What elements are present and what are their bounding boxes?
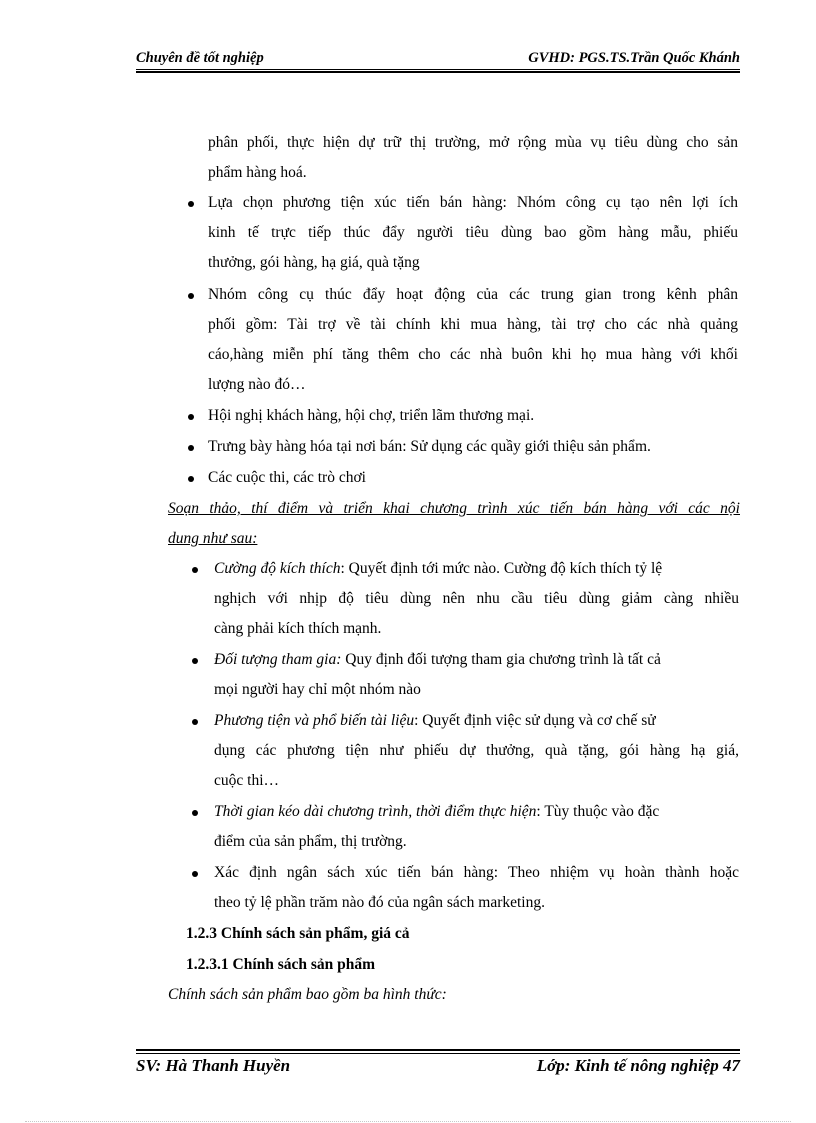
term-media: Phương tiện và phổ biến tài liệu bbox=[214, 712, 415, 729]
paragraph-line: phân phối, thực hiện dự trữ thị trường, mở rộng mùa vụ tiêu dùng cho sản bbox=[208, 134, 738, 151]
list-item-line: dụng các phương tiện như phiếu dự thưởng, quà tặng, gói hàng hạ giá, bbox=[214, 742, 739, 759]
list-item bbox=[214, 803, 659, 821]
header-topic: Chuyên đề tốt nghiệp bbox=[136, 50, 264, 66]
section-heading: Soạn thảo, thí điểm và triển khai chương trình xúc tiến bán hàng với các nội bbox=[168, 500, 740, 517]
list-item-line: lượng nào đó… bbox=[208, 376, 306, 393]
list-item-line: kinh tế trực tiếp thúc đẩy người tiêu dùng bao gồm hàng mẫu, phiếu bbox=[208, 224, 738, 241]
footer-class: Lớp: Kinh tế nông nghiệp 47 bbox=[536, 1056, 740, 1075]
paragraph-line: Chính sách sản phẩm bao gồm ba hình thức: bbox=[168, 986, 447, 1003]
subsection-title: 1.2.3 Chính sách sản phẩm, giá cả bbox=[186, 925, 410, 942]
term-intensity: Cường độ kích thích bbox=[214, 560, 341, 577]
list-item: Các cuộc thi, các trò chơi bbox=[208, 469, 366, 486]
list-item: Xác định ngân sách xúc tiến bán hàng: Theo nhiệm vụ hoàn thành hoặc bbox=[214, 864, 739, 881]
term-definition: Quy định đối tượng tham gia chương trình là tất cả bbox=[341, 651, 661, 668]
term-definition: : Quyết định tới mức nào. Cường độ kích thích tỷ lệ bbox=[340, 560, 663, 577]
bullet-icon bbox=[188, 293, 194, 299]
footer-rule-thick bbox=[136, 1049, 740, 1051]
bullet-icon bbox=[192, 567, 198, 573]
term-participants: Đối tượng tham gia: bbox=[214, 651, 342, 668]
bullet-icon bbox=[192, 810, 198, 816]
footer-student: SV: Hà Thanh Huyền bbox=[136, 1056, 291, 1075]
list-item-line: thưởng, gói hàng, hạ giá, quà tặng bbox=[208, 254, 420, 271]
footer-rule bbox=[136, 1053, 740, 1054]
bullet-icon bbox=[188, 476, 194, 482]
list-item: Nhóm công cụ thúc đẩy hoạt động của các trung gian trong kênh phân bbox=[208, 286, 738, 303]
bullet-icon bbox=[188, 414, 194, 420]
section-heading-line: dung như sau: bbox=[168, 530, 258, 547]
bullet-icon bbox=[192, 871, 198, 877]
list-item: Lựa chọn phương tiện xúc tiến bán hàng: Nhóm công cụ tạo nên lợi ích bbox=[208, 194, 738, 211]
page-footer bbox=[136, 1056, 740, 1078]
list-item-line: nghịch với nhịp độ tiêu dùng nên nhu cầu tiêu dùng giảm càng nhiều bbox=[214, 590, 739, 607]
term-definition: : Tùy thuộc vào đặc bbox=[536, 803, 660, 820]
list-item: Hội nghị khách hàng, hội chợ, triển lãm thương mại. bbox=[208, 407, 535, 424]
list-item-line: càng phải kích thích mạnh. bbox=[214, 620, 382, 637]
list-item-line: cuộc thi… bbox=[214, 772, 279, 789]
list-item-line: mọi người hay chỉ một nhóm nào bbox=[214, 681, 421, 698]
bullet-icon bbox=[192, 719, 198, 725]
list-item bbox=[214, 560, 739, 578]
list-item-line: phối gồm: Tài trợ về tài chính khi mua hàng, tài trợ cho các nhà quảng bbox=[208, 316, 738, 333]
term-duration: Thời gian kéo dài chương trình, thời điểm thực hiện bbox=[214, 803, 537, 820]
page-edge bbox=[25, 1121, 791, 1122]
list-item bbox=[214, 712, 656, 730]
list-item-line: điểm của sản phẩm, thị trường. bbox=[214, 833, 407, 850]
term-definition: : Quyết định việc sử dụng và cơ chế sử bbox=[414, 712, 656, 729]
bullet-icon bbox=[192, 658, 198, 664]
list-item: Trưng bày hàng hóa tại nơi bán: Sử dụng các quầy giới thiệu sản phẩm. bbox=[208, 438, 651, 455]
list-item bbox=[214, 651, 661, 669]
bullet-icon bbox=[188, 201, 194, 207]
subsection-title: 1.2.3.1 Chính sách sản phẩm bbox=[186, 956, 376, 973]
paragraph-line: phẩm hàng hoá. bbox=[208, 164, 307, 181]
list-item-line: cáo,hàng miễn phí tăng thêm cho các nhà buôn khi họ mua hàng với khối bbox=[208, 346, 738, 363]
list-item-line: theo tỷ lệ phần trăm nào đó của ngân sách marketing. bbox=[214, 894, 545, 911]
header-supervisor: GVHD: PGS.TS.Trần Quốc Khánh bbox=[528, 50, 740, 66]
bullet-icon bbox=[188, 445, 194, 451]
